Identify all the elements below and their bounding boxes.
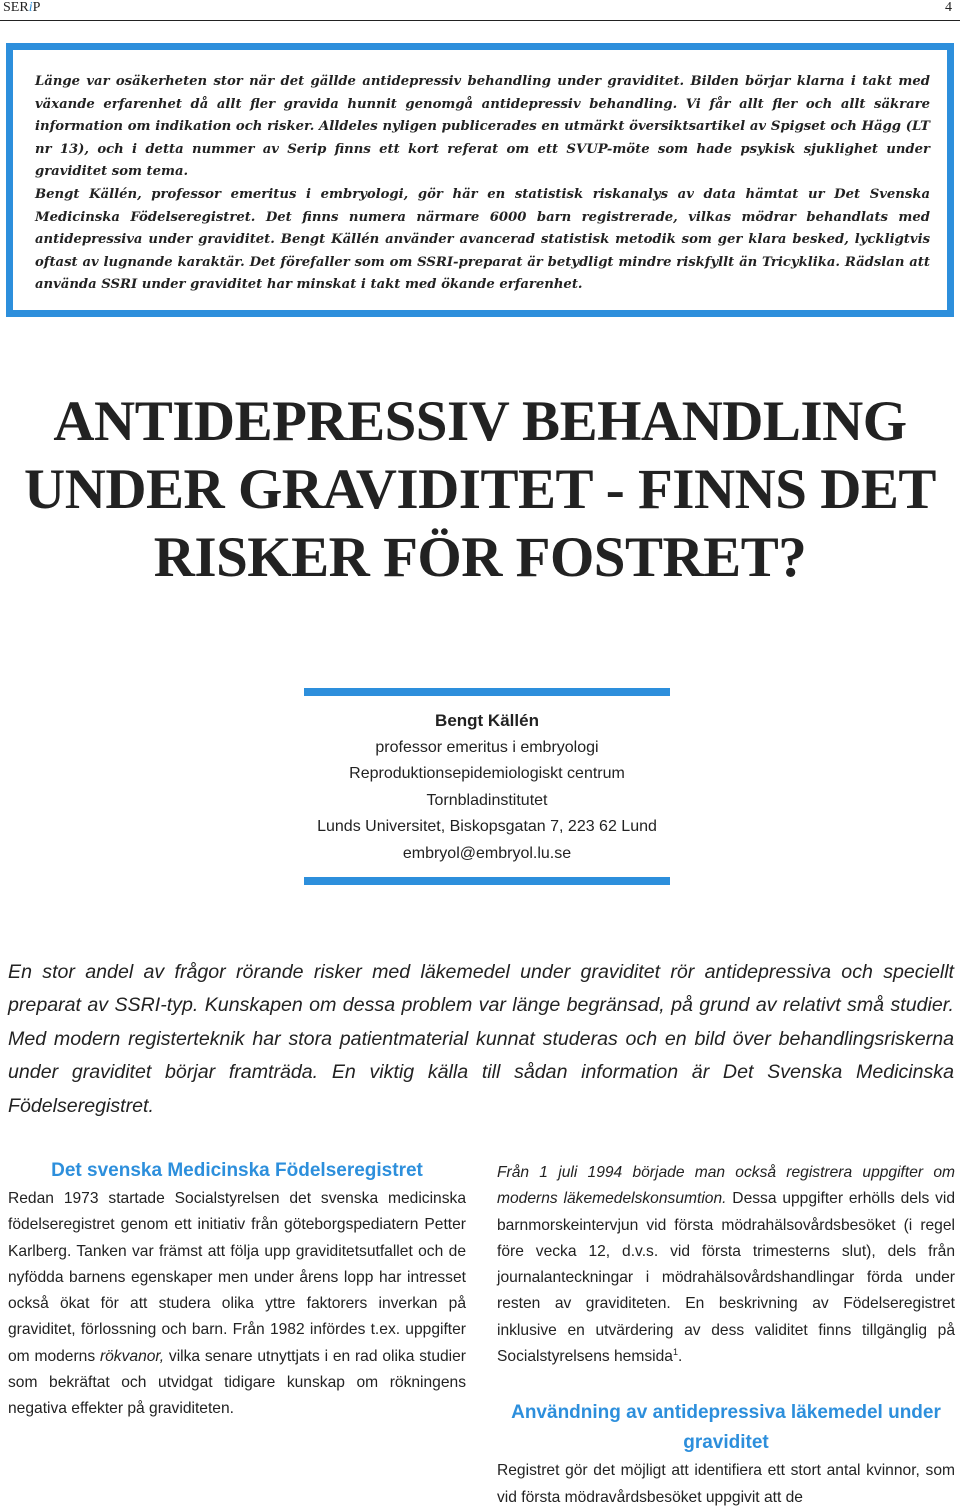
right-column (497, 1160, 955, 1511)
author-title: professor emeritus i embryologi (375, 738, 599, 756)
intro-paragraph-2: Bengt Källén, professor emeritus i embryologi, gör här en statistisk riskanalys av data hämtat ur Det Svenska Medicinska Födelseregistret. Det finns numera närmare 6000 barn registrerade, vilkas mödrar behandlats med antidepressiva under graviditet. Bengt Källén använder avancerad statistisk metodik som ger klara besked, lyckligtvis oftast av lugnande karaktär. Det förefaller som om SSRI-preparat är betydligt mindre riskfyllt än Tricyklika. Rädslan att använda SSRI under graviditet har minskat i takt med ökande erfarenhet. (35, 187, 930, 293)
title-line-3: RISKER FÖR FOSTRET? (153, 526, 807, 589)
intro-box (6, 43, 954, 317)
author-email: embryol@embryol.lu.se (402, 844, 572, 862)
author-bottom-bar (304, 877, 670, 885)
title-line-2: UNDER GRAVIDITET - FINNS DET (24, 458, 936, 521)
author-institute: Tornbladinstitutet (426, 791, 548, 809)
right-column-body-2: Registret gör det möjligt att identifiera ett stort antal kvinnor, som vid första mödravårdsbesöket uppgivit att de (497, 1462, 955, 1506)
page-header (0, 0, 960, 22)
left-column-heading: Det svenska Medicinska Födelseregistret (51, 1160, 423, 1181)
header-rule (0, 20, 960, 21)
footnote-ref: 1 (672, 1346, 678, 1357)
author-department: Reproduktionsepidemiologiskt centrum (349, 765, 625, 783)
lead-paragraph: En stor andel av frågor rörande risker med läkemedel under graviditet rör antidepressiva och speciellt preparat av SSRI-typ. Kunskapen om dessa problem var länge begränsad, på grund av relativt små studier. Med modern registerteknik har stora patientmaterial kunnat studeras och en bild över behandlingsriskerna under graviditet börjar framträda. En viktig källa till sådan information är Det Svenska Medicinska Födelseregistret. (8, 961, 954, 1117)
left-column (8, 1156, 466, 1423)
right-column-body: Från 1 juli 1994 började man också registrera uppgifter om moderns läkemedelskonsumtion. Dessa uppgifter erhölls dels vid barnmorskeintervjun vid första mödrahälsovårdsbesöket (i regel före vecka 12, d.v.s. vid första trimesterns slut), dels från journalanteckningar i mödrahälsovårdshandlingar förda under resten av graviditeten. En beskrivning av Födelseregistret inklusive en utvärdering av dess validitet finns tillgänglig på Socialstyrelsens hemsida$^1$. (497, 1164, 956, 1366)
author-address: Lunds Universitet, Biskopsgatan 7, 223 62 Lund (317, 818, 657, 836)
author-details (284, 708, 690, 868)
page-number: 4 (945, 0, 952, 15)
title-line-1: ANTIDEPRESSIV BEHANDLING (53, 390, 907, 453)
article-title (0, 388, 960, 592)
author-box (304, 688, 670, 886)
right-column-heading: Användning av antidepressiva läkemedel under graviditet (511, 1402, 941, 1454)
author-name: Bengt Källén (435, 711, 539, 730)
journal-logo: SERiP (3, 0, 41, 15)
intro-paragraph-1: Länge var osäkerheten stor när det gällde antidepressiv behandling under graviditet. Bilden börjar klarna i takt med växande erfarenhet då allt fler gravida hunnit genomgå antidepressiv behandling. Vi får allt fler och allt säkrare information om indikation och risker. Alldeles nyligen publicerades en utmärkt översiktsartikel av Spigset och Hägg (LT nr 13), och i detta nummer av Serip finns ett kort referat om ett SVUP-möte som hade psykisk sjuklighet under graviditet som tema. (35, 74, 930, 180)
author-top-bar (304, 688, 670, 696)
left-column-body: Redan 1973 startade Socialstyrelsen det svenska medicinska födelseregistret genom ett initiativ från göteborgspediatern Petter Karlberg. Tanken var främst att följa upp graviditetsutfallet och de nyfödda barnens egenskaper men under årens lopp har intresset också ökat för att studera olika yttre faktorers inverkan på graviditet, förlossning och barn. Från 1982 infördes t.ex. uppgifter om moderns rökvanor, vilka senare utnyttjats i en rad olika studier som bekräftat och utvidgat tidigare kunskap om rökningens negativa effekter på graviditeten. (8, 1190, 466, 1418)
